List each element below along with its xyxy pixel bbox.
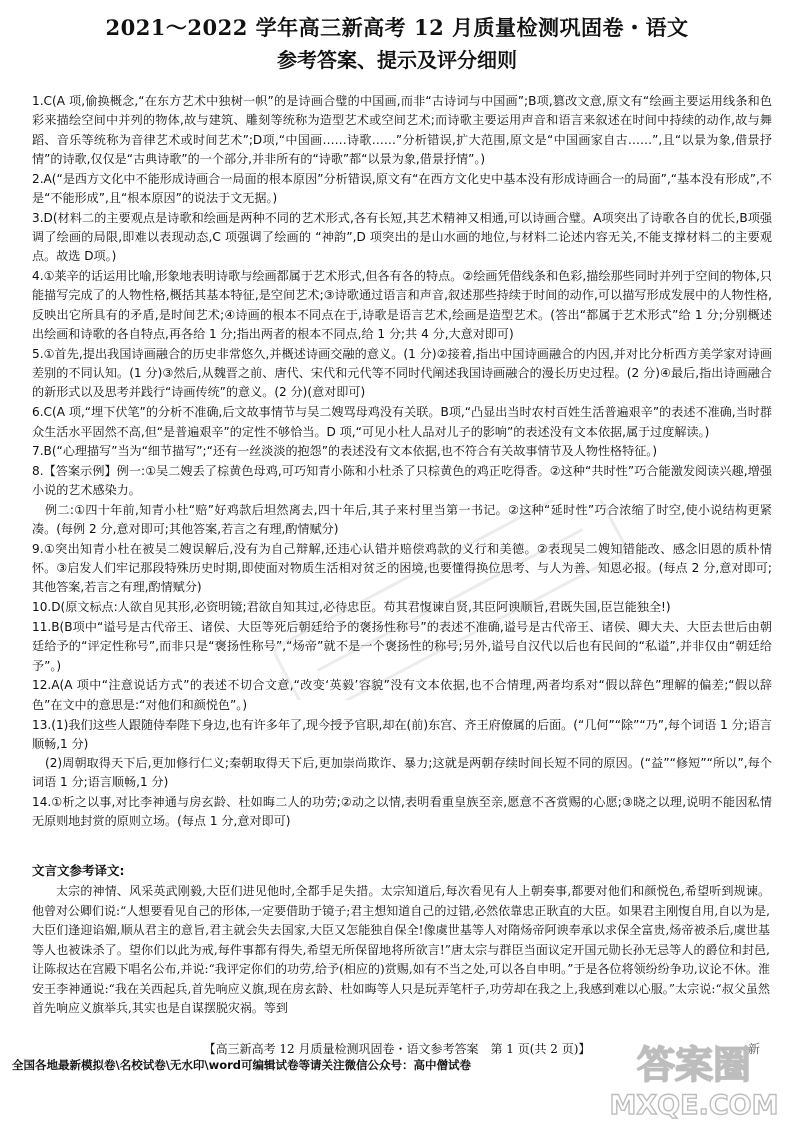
answer-item-1 — [32, 92, 772, 169]
site-logo — [596, 1034, 792, 1120]
answer-paragraph: (2)周朝取得天下后,更加修行仁义;秦朝取得天下后,更加崇尚欺诈、暴力;这就是两朝存续时间长短不同的原因。(“益”“修短”“所以”,每个词语 1 分;语言顺畅,1 分) — [32, 756, 772, 790]
answer-item-4 — [32, 267, 772, 344]
answer-item-6 — [32, 403, 772, 442]
answer-paragraph: 例二:①四十年前,知青小杜“赔”好鸡款后坦然离去,四十年后,其子来村里当第一书记。②这种“延时性”巧合浓缩了时空,使小说结构更紧凑。(每例 2 分,意对即可;其他答案,若言之有理,酌情赋分) — [32, 502, 772, 537]
answer-paragraph: 2.A(“是西方文化中不能形成诗画合一局面的根本原因”分析错误,原文有“在西方文化史中基本没有形成诗画合一的局面”,“基本没有形成”,不是“不能形成”,且“根本原因”的说法于文无据。) — [32, 171, 772, 205]
logo-bottom-text: MXQE.COM — [609, 1090, 779, 1120]
answer-paragraph: 3.D(材料二的主要观点是诗歌和绘画是两种不同的艺术形式,各有长短,其艺术精神又相通,可以诗画合璧。A项突出了诗歌各自的优长,B项强调了绘画的局限,即难以表现动态,C 项强调了绘画的 “神韵”,D 项突出的是山水画的地位,与材料二论述内容无关,不能支撑材料二的主要观点。故选 D项。) — [32, 210, 772, 264]
answer-paragraph: 13.(1)我们这些人跟随侍奉陛下身边,也有许多年了,现今授予官职,却在(前)东宫、齐王府僚属的后面。(“几何”“除”“乃”,每个词语 1 分;语言顺畅,1 分) — [32, 717, 772, 751]
page-subtitle: 参考答案、提示及评分细则 — [277, 48, 517, 72]
answer-paragraph: 8.【答案示例】例一:①吴二嫂丢了棕黄色母鸡,可巧知青小陈和小杜杀了只棕黄色的鸡正吃得香。②这种“共时性”巧合能激发阅读兴趣,增强小说的艺术感染力。 — [32, 464, 772, 498]
page-title: 2021～2022 学年高三新高考 12 月质量检测巩固卷・语文 — [105, 15, 689, 40]
page-footer: 【高三新高考 12 月质量检测巩固卷・语文参考答案 第 1 页(共 2 页)】 — [203, 1042, 591, 1056]
answer-item-7 — [32, 442, 772, 461]
answer-paragraph: 11.B(B项中“谥号是古代帝王、诸侯、大臣等死后朝廷给予的褒扬性称号”的表述不准确,谥号是古代帝王、诸侯、卿大夫、大臣去世后由朝廷给予的“评定性称号”,而非只是“褒扬性称号”,“炀帝”就不是一个褒扬性的称号;另外,谥号自汉代以后也有民间的“私谥”,并非仅由“朝廷给予”。) — [32, 620, 772, 673]
footer-ad-text: 全国各地最新模拟卷\名校试卷\无水印\word可编辑试卷等请关注微信公众号：高中僧试卷 — [12, 1058, 472, 1072]
answer-item-9 — [32, 540, 772, 598]
answer-paragraph: 1.C(A 项,偷换概念,“在东方艺术中独树一帜”的是诗画合璧的中国画,而非“古诗词与中国画”;B项,篡改文意,原文有“绘画主要运用线条和色彩来描绘空间中并列的物体,故与建筑、雕刻等统称为造型艺术或空间艺术;而诗歌主要运用声音和语言来叙述在时间中持续的动作,故与舞蹈、音乐等统称为音律艺术或时间艺术”;D项,“中国画……诗歌……”分析错误,扩大范围,原文是“中国画家自古……”,且“以景为象,借景抒情”的诗歌,仅仅是“古典诗歌”的一个部分,并非所有的“诗歌”都“以景为象,借景抒情”。) — [32, 94, 772, 166]
answer-paragraph: 14.①析之以事,对比李神通与房玄龄、杜如晦二人的功劳;②动之以情,表明看重皇族至亲,愿意不吝赏赐的心愿;③晓之以理,说明不能因私情无原则地封赏的原则立场。(每点 1 分,意对即可) — [32, 795, 772, 829]
answer-item-5 — [32, 345, 772, 403]
answer-paragraph: 7.B(“心理描写”当为“细节描写”;“还有一丝淡淡的抱怨”的表述没有文本依据,也不符合有关故事情节及人物性格特征。) — [32, 444, 658, 459]
answer-paragraph: 12.A(A 项中“注意说话方式”的表述不切合文意,“改变‘英毅’容貌”没有文本依据,也不合情理,两者均系对“假以辞色”理解的偏差;“假以辞色”在文中的意思是:“对他们和颜悦色”。) — [32, 678, 772, 712]
answer-item-11 — [32, 618, 772, 676]
logo-top-text: 答案圈 — [636, 1043, 752, 1087]
answer-paragraph: 10.D(原文标点:人欲自见其形,必资明镜;君欲自知其过,必待忠臣。苟其君愎谏自贤,其臣阿谀顺旨,君既失国,臣岂能独全!) — [32, 600, 671, 615]
answer-paragraph: 5.①首先,提出我国诗画融合的历史非常悠久,并概述诗画交融的意义。(1 分)②接着,指出中国诗画融合的内因,并对比分析西方美学家对诗画差别的不同认知。(1 分)③然后,从魏晋之前、唐代、宋代和元代等不同时代阐述我国诗画融合的漫长历史过程。(2 分)④最后,指出诗画融合的新形式以及思考并践行“诗画传统”的意义。(2 分)(意对即可) — [32, 346, 772, 400]
page-tag: 新 — [748, 1042, 761, 1056]
answer-item-12 — [32, 676, 772, 715]
answer-item-10 — [32, 598, 772, 617]
answer-item-8 — [32, 462, 772, 539]
answers-list — [32, 92, 772, 832]
translation-heading: 文言文参考译文: — [32, 863, 125, 878]
answer-paragraph: 9.①突出知青小杜在被吴二嫂误解后,没有为自己辩解,还违心认错并赔偿鸡款的义行和美德。②表现吴二嫂知错能改、感念旧恩的质朴情怀。③启发人们牢记那段特殊历史时期,即使面对物质生活相对贫乏的困境,也要懂得换位思考、与人为善、知恩必报。(每点 2 分,意对即可;其他答案,若言之有理,酌情赋分) — [32, 541, 772, 595]
answer-item-3 — [32, 209, 772, 267]
answer-item-2 — [32, 170, 772, 209]
answer-paragraph: 6.C(A 项,“埋下伏笔”的分析不准确,后文故事情节与吴二嫂骂母鸡没有关联。B项,“凸显出当时农村百姓生活普遍艰辛”的表述不准确,当时群众生活水平固然不高,但“是普遍艰辛”的定性不够恰当。D 项,“可见小杜人品对儿子的影响”的表述没有文本依据,属于过度解读。) — [32, 405, 772, 439]
translation-text: 太宗的神情、风采英武刚毅,大臣们进见他时,全都手足失措。太宗知道后,每次看见有人上朝奏事,都要对他们和颜悦色,希望听到规谏。他曾对公卿们说:“人想要看见自己的形体,一定要借助于镜子;君主想知道自己的过错,必然依靠忠正耿直的大臣。如果君主刚愎自用,自以为是,大臣们逢迎谄媚,顺从君主的意旨,君主就会失去国家,大臣又怎能独自保全!像虞世基等人对隋炀帝阿谀奉承以求保全富贵,炀帝被杀后,虞世基等人也被诛杀了。望你们以此为戒,每件事都有得失,希望无所保留地将所欲言!”唐太宗与群臣当面议定开国元勋长孙无忌等人的爵位和封邑,让陈叔达在宫殿下唱名公布,并说:“我评定你们的功劳,给予(相应的)赏赐,如有不当之处,可以各自申明。”于是各位将领纷纷争功,议论不休。淮安王李神通说:“我在关西起兵,首先响应义旗,现在房玄龄、杜如晦等人只是玩弄笔杆子,功劳却在我之上,我感到难以心服。”太宗说:“叔父虽然首先响应义旗举兵,其实也是自谋摆脱灾祸。等到 — [32, 884, 770, 1015]
answer-item-14 — [32, 793, 772, 832]
answer-paragraph: 4.①莱辛的话运用比喻,形象地表明诗歌与绘画都属于艺术形式,但各有各的特点。②绘画凭借线条和色彩,描绘那些同时并列于空间的物体,只能描写完成了的人物性格,概括其基本特征,是空间艺术;③诗歌通过语言和声音,叙述那些持续于时间的动作,可以描写形成发展中的人物性格,反映出它所具有的矛盾,是时间艺术;④诗画的根本不同点在于,诗歌是语言艺术,绘画是造型艺术。(答出“都属于艺术形式”给 1 分;分别概述出绘画和诗歌的各自特点,再各给 1 分;指出两者的根本不同点,给 1 分;共 4 分,大意对即可) — [32, 269, 772, 342]
answer-item-13 — [32, 716, 772, 793]
